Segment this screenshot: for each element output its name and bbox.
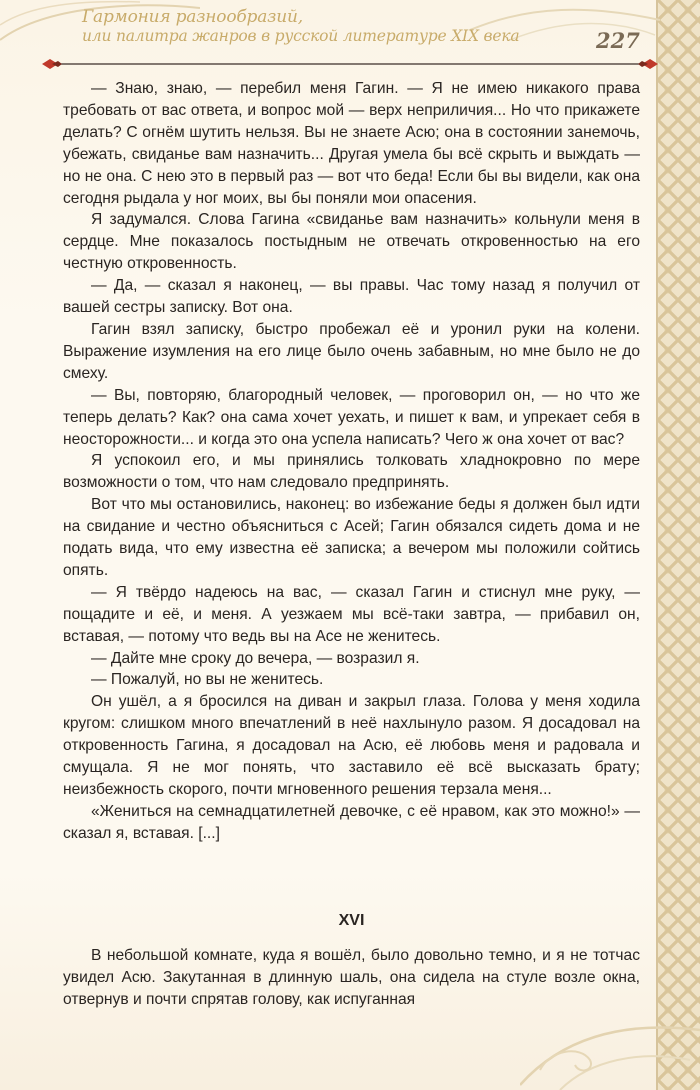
paragraph: — Да, — сказал я наконец, — вы правы. Час тому назад я получил от вашей сестры записку. Вот она. <box>63 277 640 317</box>
running-header <box>82 8 552 46</box>
paragraph: В небольшой комнате, куда я вошёл, было довольно темно, и я не тотчас увидел Асю. Закутанная в длинную шаль, она сидела на стуле возле окна, отвернув и почти спрятав голову, как испуганная <box>63 947 640 1008</box>
header-rule-ornament-icon <box>40 57 660 71</box>
header-title-line2: или палитра жанров в русской литературе XIX века <box>82 27 520 45</box>
chapter-heading: XVI <box>338 912 365 929</box>
paragraph: Гагин взял записку, быстро пробежал её и уронил руки на колени. Выражение изумления на его лице было очень забавным, но мне было не до смеху. <box>63 320 640 382</box>
paragraph: — Знаю, знаю, — перебил меня Гагин. — Я не имею никакого права требовать от вас ответа, и вопрос мой — верх неприличия... Но что прикажете делать? С огнём шутить нельзя. Вы не знаете Асю; она в состоянии занемочь, убежать, свиданье вам назначить... Другая умела бы всё скрыть и выждать — но не она. С нею это в первый раз — вот что беда! Если бы вы видели, как она сегодня рыдала у ног моих, вы бы поняли мои опасения. <box>63 80 640 207</box>
paragraph: — Я твёрдо надеюсь на вас, — сказал Гагин и стиснул мне руку, — пощадите и её, и меня. А уезжаем мы всё-таки завтра, — прибавил он, вставая, — потому что ведь вы на Асе не женитесь. <box>63 583 640 645</box>
paragraph: — Дайте мне сроку до вечера, — возразил я. <box>91 649 420 667</box>
paragraph: — Пожалуй, но вы не женитесь. <box>91 671 324 689</box>
paragraph: Я успокоил его, и мы принялись толковать хладнокровно по мере возможности о том, что нам следовало предпринять. <box>63 452 640 492</box>
page-number: 227 <box>596 28 640 53</box>
paragraph: Вот что мы остановились, наконец: во избежание беды я должен был идти на свидание и честно объясниться с Асей; Гагин обязался сидеть дома и не подать вида, что ему известна её записка; а вечером мы положили сойтись опять. <box>63 496 640 579</box>
paragraph: Я задумался. Слова Гагина «свиданье вам назначить» кольнули меня в сердце. Мне показалось постыдным не отвечать откровенностью на его честную откровенность. <box>63 211 640 273</box>
header-title-line1: Гармония разнообразий, <box>82 7 303 27</box>
paragraph: Он ушёл, а я бросился на диван и закрыл глаза. Голова у меня ходила кругом: слишком много впечатлений в неё нахлынуло разом. Я досадовал на откровенность Гагина, я досадовал на Асю, её любовь меня и радовала и смущала. Я не мог понять, что заставило её всё высказать брату; неизбежность скорого, почти мгновенного решения терзала меня... <box>63 693 640 798</box>
paragraph: — Вы, повторяю, благородный человек, — проговорил он, — но что же теперь делать? Как? она сама хочет уехать, и пишет к вам, и упрекает себя в неосторожности... и когда это она успела написать? Чего ж она хочет от вас? <box>63 386 640 448</box>
main-text <box>63 78 640 845</box>
paragraph: «Жениться на семнадцатилетней девочке, с её нравом, как это можно!» — сказал я, вставая. [...] <box>63 802 640 842</box>
chapter-text <box>63 945 640 1011</box>
decorative-border <box>656 0 700 1090</box>
